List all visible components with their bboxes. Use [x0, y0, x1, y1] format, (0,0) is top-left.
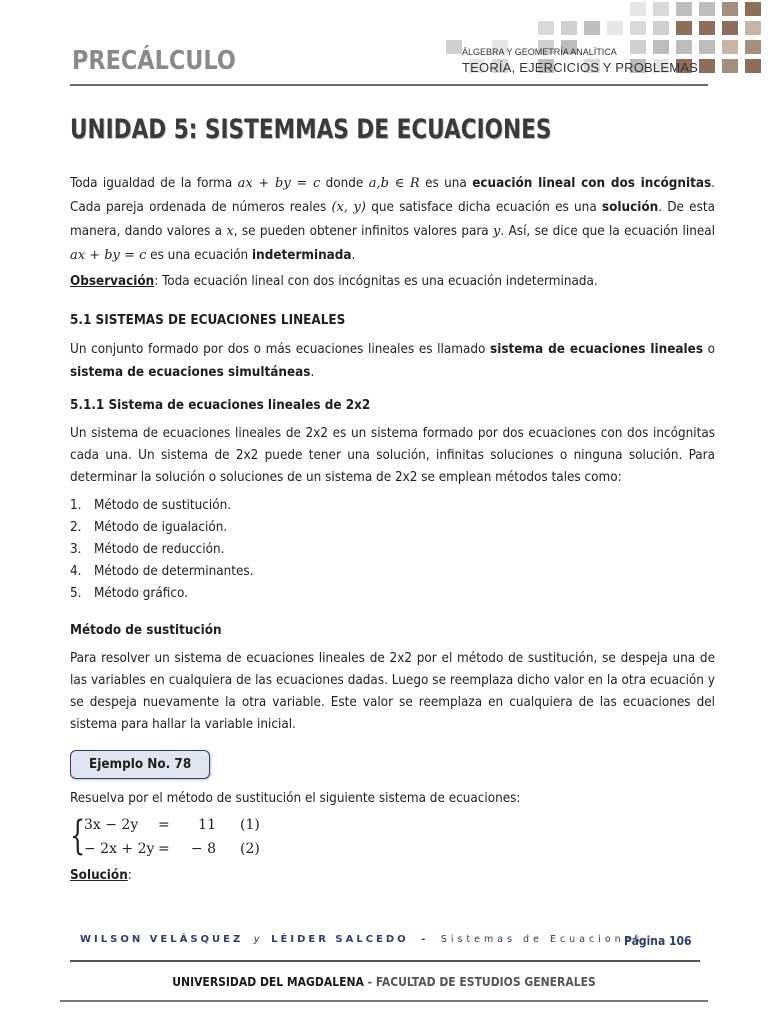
equation-inline: (x, y) [331, 200, 366, 215]
equation-inline: x [226, 224, 234, 239]
mosaic-tile [630, 21, 646, 35]
intro-paragraph: Toda igualdad de la forma ax + by = c donde a,b ∈ R es una ecuación lineal con dos incógnitas. Cada pareja ordenada de números reales (x, y) que satisface dicha ecuación es una solución. De esta manera, dando valores a x, se pueden obtener infinitos valores para y. Así, se dice que la ecuación lineal ax + by = c es una ecuación indeterminada. [70, 176, 715, 263]
equation-system: { 3x − 2y = 11 (1) − 2x + 2y = − 8 (2) [70, 813, 260, 859]
mosaic-tile [745, 59, 761, 73]
methods-list [70, 495, 715, 605]
mosaic-tile [584, 21, 600, 35]
mosaic-tile [699, 59, 715, 73]
unit-title: UNIDAD 5: SISTEMMAS DE ECUACIONES [70, 114, 552, 145]
footer-page-number: Página 106 [624, 934, 692, 948]
section-5-1-1-paragraph: Un sistema de ecuaciones lineales de 2x2 es un sistema formado por dos ecuaciones con dos incógnitas cada una. Un sistema de 2x2 puede tener una solución, infinitas soluciones o ninguna solución. Para determinar la solución o soluciones de un sistema de 2x2 se emplean métodos tales como: [70, 426, 715, 485]
mosaic-tile [722, 40, 738, 54]
mosaic-tile [538, 21, 554, 35]
method-list-item: 2. Método de igualación. [70, 520, 228, 535]
substitution-heading: Método de sustitución [70, 623, 222, 638]
section-5-1-paragraph: Un conjunto formado por dos o más ecuaciones lineales es llamado sistema de ecuaciones lineales o sistema de ecuaciones simultáneas. [70, 342, 716, 380]
mosaic-tile [607, 21, 623, 35]
system-brace: { [70, 813, 86, 859]
mosaic-tile [630, 40, 646, 54]
mosaic-tile [446, 40, 462, 54]
mosaic-tile [722, 21, 738, 35]
equation-inline: ax + by = c [70, 248, 147, 263]
mosaic-tile [699, 21, 715, 35]
header-subtitle-bottom: TEORÍA, EJERCICIOS Y PROBLEMAS [462, 60, 698, 75]
footer-divider [70, 960, 700, 962]
header-subtitle-top: ÁLGEBRA Y GEOMETRÍA ANALÍTICA [462, 47, 617, 57]
footer-author-2: LÉIDER SALCEDO [271, 934, 409, 945]
section-heading-5-1-1: 5.1.1 Sistema de ecuaciones lineales de 2x2 [70, 398, 371, 413]
section-heading-5-1: 5.1 SISTEMAS DE ECUACIONES LINEALES [70, 313, 346, 328]
header-title: PRECÁLCULO [72, 46, 236, 76]
mosaic-tile [699, 40, 715, 54]
method-list-item: 1. Método de sustitución. [70, 498, 232, 513]
solution-label-line: Solución: [70, 868, 132, 883]
mosaic-tile [745, 21, 761, 35]
mosaic-tile [722, 59, 738, 73]
mosaic-tile [653, 40, 669, 54]
mosaic-tile [722, 2, 738, 16]
mosaic-tile [676, 21, 692, 35]
mosaic-tile [653, 2, 669, 16]
equation-inline: y [493, 224, 501, 239]
mosaic-tile [676, 40, 692, 54]
mosaic-tile [676, 2, 692, 16]
solution-label: Solución [70, 868, 128, 883]
footer-authors: WILSON VELÁSQUEZ y LÉIDER SALCEDO - Sistemas de Ecuaciones [80, 934, 644, 945]
example-prompt: Resuelva por el método de sustitución el siguiente sistema de ecuaciones: [70, 791, 521, 806]
method-list-item: 3. Método de reducción. [70, 542, 225, 557]
method-list-item: 4. Método de determinantes. [70, 564, 254, 579]
footer-subject: Sistemas de Ecuaciones [440, 934, 644, 945]
mosaic-tile [630, 2, 646, 16]
mosaic-tile [653, 21, 669, 35]
observation-label: Observación [70, 274, 155, 289]
mosaic-tile [699, 2, 715, 16]
method-list-item: 5. Método gráfico. [70, 586, 188, 601]
mosaic-tile [745, 40, 761, 54]
observation-paragraph: Observación: Toda ecuación lineal con dos incógnitas es una ecuación indeterminada. [70, 274, 598, 289]
page-content [70, 172, 715, 887]
mosaic-tile [745, 2, 761, 16]
header-divider [70, 84, 708, 86]
footer-author-1: WILSON VELÁSQUEZ [80, 934, 244, 945]
equation-inline: ax + by = c [237, 176, 321, 191]
footer-university: UNIVERSIDAD DEL MAGDALENA - FACULTAD DE ESTUDIOS GENERALES [172, 975, 596, 989]
mosaic-tile [561, 21, 577, 35]
example-badge: Ejemplo No. 78 [70, 750, 210, 779]
footer-bottom-rule [60, 1000, 708, 1002]
equation-inline: a,b ∈ R [368, 176, 420, 191]
substitution-paragraph: Para resolver un sistema de ecuaciones lineales de 2x2 por el método de sustitución, se despeja una de las variables en cualquiera de las ecuaciones dadas. Luego se reemplaza dicho valor en la otra ecuación y se despeja nuevamente la otra variable. Este valor se reemplaza en cualquiera de las ecuaciones del sistema para hallar la variable inicial. [70, 651, 715, 732]
